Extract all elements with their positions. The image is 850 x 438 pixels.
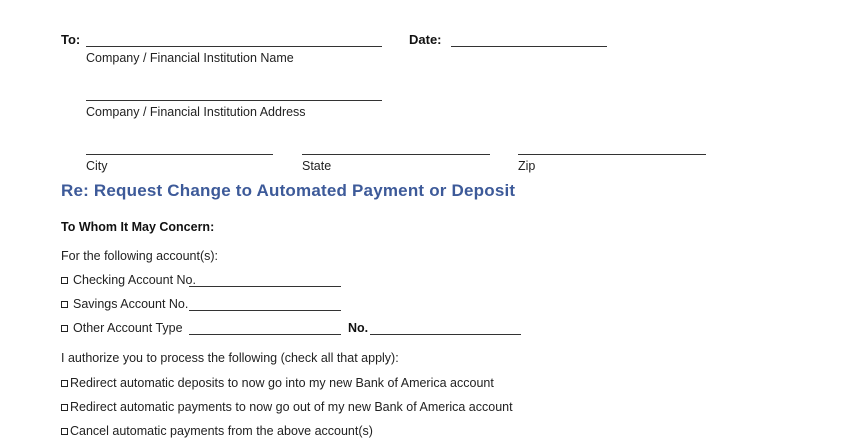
company-address-caption: Company / Financial Institution Address <box>86 105 306 119</box>
authorize-intro: I authorize you to process the following (check all that apply): <box>61 351 399 365</box>
date-label: Date: <box>409 32 442 47</box>
cancel-payments-label: Cancel automatic payments from the above account(s) <box>70 424 373 438</box>
salutation: To Whom It May Concern: <box>61 220 215 234</box>
checking-account-checkbox[interactable] <box>61 277 68 284</box>
zip-field[interactable] <box>518 154 706 155</box>
redirect-deposits-checkbox[interactable] <box>61 380 68 387</box>
other-account-label: Other Account Type <box>73 321 183 335</box>
redirect-payments-label: Redirect automatic payments to now go out of my new Bank of America account <box>70 400 513 414</box>
state-caption: State <box>302 159 332 173</box>
other-account-type-field[interactable] <box>189 334 341 335</box>
redirect-deposits-label: Redirect automatic deposits to now go into my new Bank of America account <box>70 376 494 390</box>
savings-account-checkbox[interactable] <box>61 301 68 308</box>
zip-caption: Zip <box>518 159 536 173</box>
savings-account-label: Savings Account No. <box>73 297 189 311</box>
company-address-field[interactable] <box>86 100 382 101</box>
redirect-payments-checkbox[interactable] <box>61 404 68 411</box>
savings-account-number-field[interactable] <box>189 310 341 311</box>
to-label: To: <box>61 32 81 47</box>
subject-heading: Re: Request Change to Automated Payment or Deposit <box>61 181 516 200</box>
state-field[interactable] <box>302 154 490 155</box>
other-account-number-field[interactable] <box>370 334 521 335</box>
company-name-caption: Company / Financial Institution Name <box>86 51 294 65</box>
company-name-field[interactable] <box>86 46 382 47</box>
checking-account-label: Checking Account No. <box>73 273 196 287</box>
city-field[interactable] <box>86 154 273 155</box>
other-account-checkbox[interactable] <box>61 325 68 332</box>
checking-account-number-field[interactable] <box>189 286 341 287</box>
other-account-no-label: No. <box>348 321 369 335</box>
accounts-intro: For the following account(s): <box>61 249 219 263</box>
city-caption: City <box>86 159 108 173</box>
date-field[interactable] <box>451 46 607 47</box>
